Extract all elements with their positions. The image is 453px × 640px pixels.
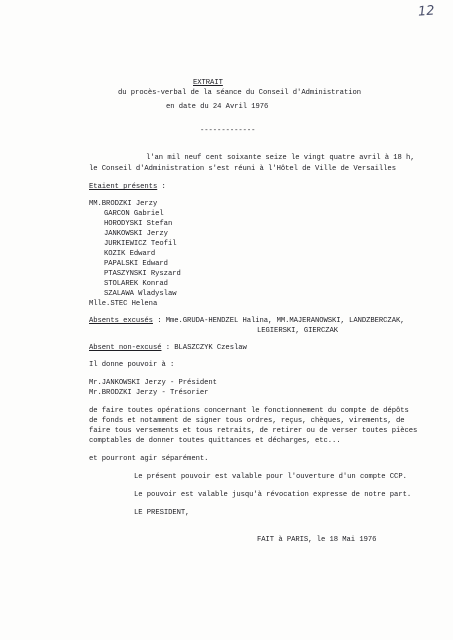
unexcused-label: Absent non-excusé <box>89 344 162 352</box>
meeting-date: en date du 24 Avril 1976 <box>166 103 269 111</box>
separator-line: ------------- <box>200 127 256 135</box>
mandate-line-3: faire tous versements et tous retraits, de retirer ou de verser toutes pièces <box>89 427 418 435</box>
member-6: KOZIK Edward <box>104 250 156 258</box>
handwritten-page-number: 12 <box>417 3 436 20</box>
mandate-line-4: comptables de donner toutes quittances et décharges, etc... <box>89 437 341 445</box>
place-and-date: FAIT à PARIS, le 18 Mai 1976 <box>257 536 377 544</box>
excused-line-2: LEGIERSKI, GIERCZAK <box>257 327 339 335</box>
member-9: STOLAREK Konrad <box>104 280 168 288</box>
separately-line: et pourront agir séparément. <box>89 455 209 463</box>
member-4: JANKOWSKI Jerzy <box>104 230 168 238</box>
document-subtitle: du procès-verbal de la séance du Conseil d'Administration <box>118 89 362 97</box>
intro-line-1: l'an mil neuf cent soixante seize le vingt quatre avril à 18 h, <box>146 154 415 162</box>
validity-line-1: Le présent pouvoir est valable pour l'ouverture d'un compte CCP. <box>134 473 407 481</box>
member-7: PAPALSKI Edward <box>104 260 168 268</box>
member-5: JURKIEWICZ Teofil <box>104 240 177 248</box>
excused-names: : Mme.GRUDA-HENDZEL Halina, MM.MAJERANOWSKI, LANDZBERCZAK, <box>152 317 405 325</box>
delegate-1: Mr.JANKOWSKI Jerzy - Président <box>89 379 217 387</box>
present-heading <box>89 183 166 192</box>
power-intro: Il donne pouvoir à : <box>89 361 175 369</box>
present-label: Etaient présents <box>89 183 158 191</box>
member-8: PTASZYNSKI Ryszard <box>104 270 181 278</box>
excused-label: Absents excusés <box>89 317 153 325</box>
document-title: EXTRAIT <box>193 79 223 87</box>
mandate-line-2: de fonds et notamment de signer tous ordres, reçus, chèques, virements, de <box>89 417 405 425</box>
delegate-2: Mr.BRODZKI Jerzy - Trésorier <box>89 389 209 397</box>
unexcused-name: : BLASZCZYK Czeslaw <box>161 344 247 352</box>
present-colon: : <box>157 183 166 191</box>
signatory: LE PRESIDENT, <box>134 509 190 517</box>
member-1: MM.BRODZKI Jerzy <box>89 200 158 208</box>
member-11: Mlle.STEC Helena <box>89 300 158 308</box>
mandate-line-1: de faire toutes opérations concernant le fonctionnement du compte de dépôts <box>89 407 409 415</box>
intro-line-2: le Conseil d'Administration s'est réuni à l'Hôtel de Ville de Versailles <box>89 165 396 173</box>
member-2: GARCON Gabriel <box>104 210 164 218</box>
unexcused-line <box>89 344 247 353</box>
member-10: SZALAWA Wladyslaw <box>104 290 177 298</box>
member-3: HORODYSKI Stefan <box>104 220 173 228</box>
excused-line-1 <box>89 317 404 326</box>
validity-line-2: Le pouvoir est valable jusqu'à révocation expresse de notre part. <box>134 491 412 499</box>
